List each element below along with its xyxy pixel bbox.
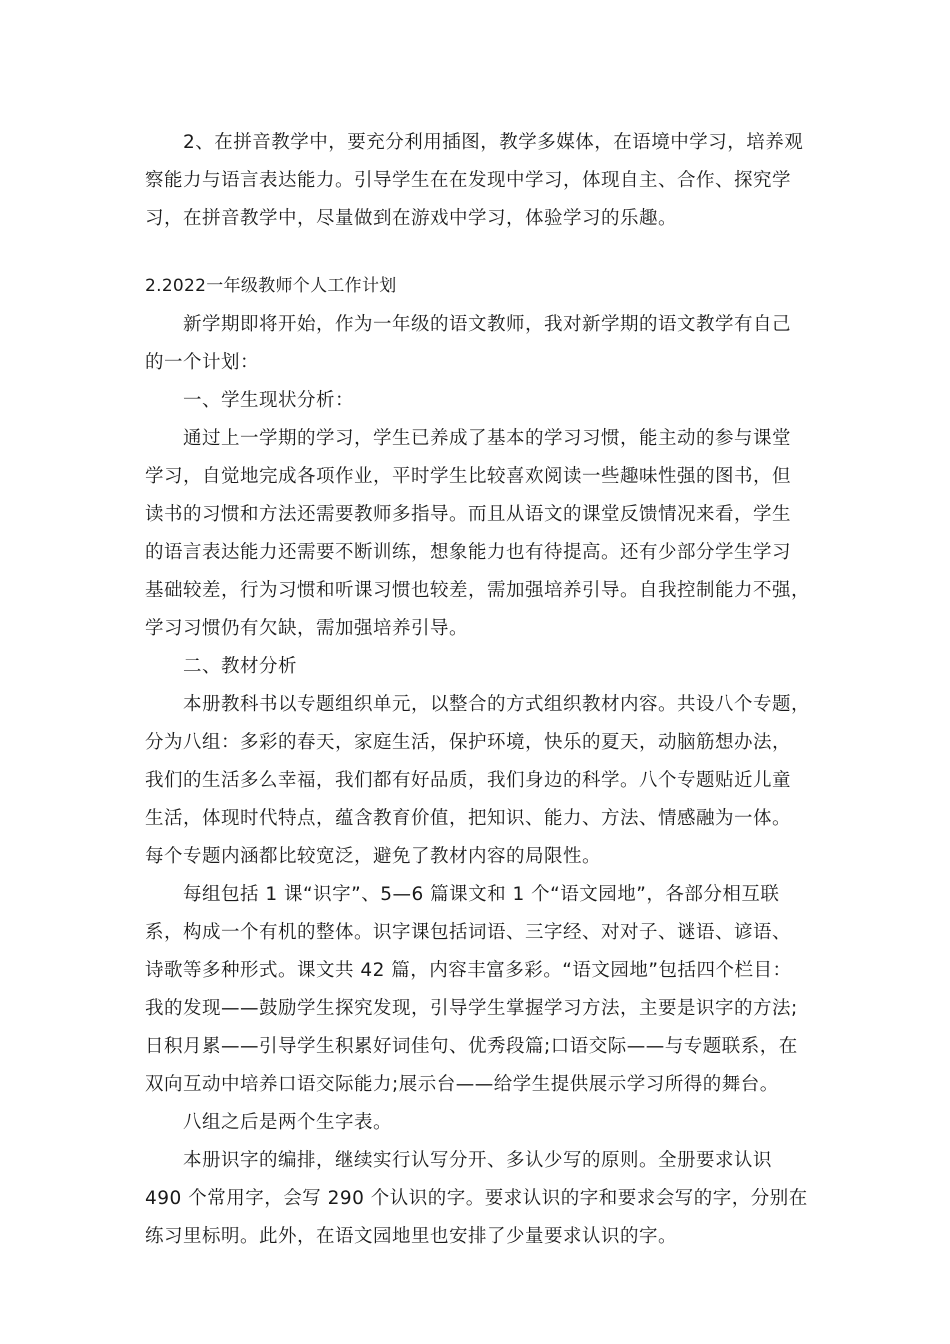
text-line: 490 个常用字，会写 290 个认识的字。要求认识的字和要求会写的字，分别在 — [145, 1188, 808, 1209]
text-line: 日积月累——引导学生积累好词佳句、优秀段篇;口语交际——与专题联系，在 — [145, 1036, 798, 1057]
text-line: 我的发现——鼓励学生探究发现，引导学生掌握学习方法，主要是识字的方法; — [145, 998, 798, 1019]
paragraph-group-structure — [145, 876, 810, 1104]
text-line: 练习里标明。此外，在语文园地里也安排了少量要求认识的字。 — [145, 1226, 678, 1247]
text-line: 我们的生活多么幸福，我们都有好品质，我们身边的科学。八个专题贴近儿童 — [145, 770, 792, 791]
text-line: 分为八组：多彩的春天，家庭生活，保护环境，快乐的夏天，动脑筋想办法， — [145, 732, 792, 753]
text-line: 诗歌等多种形式。课文共 42 篇，内容丰富多彩。“语文园地”包括四个栏目： — [145, 960, 792, 981]
text-line: 系，构成一个有机的整体。识字课包括词语、三字经、对对子、谜语、谚语、 — [145, 922, 792, 943]
text-line: 2、在拼音教学中，要充分利用插图，教学多媒体，在语境中学习，培养观 — [183, 132, 804, 153]
paragraph-student-analysis — [145, 420, 810, 648]
text-line: 新学期即将开始，作为一年级的语文教师，我对新学期的语文教学有自己 — [183, 314, 792, 335]
text-line: 学习习惯仍有欠缺，需加强培养引导。 — [145, 618, 469, 639]
text-line: 生活，体现时代特点，蕴含教育价值，把知识、能力、方法、情感融为一体。 — [145, 808, 792, 829]
text-line: 每组包括 1 课“识字”、5—6 篇课文和 1 个“语文园地”，各部分相互联 — [183, 884, 780, 905]
text-line: 本册教科书以专题组织单元，以整合的方式组织教材内容。共设八个专题， — [183, 694, 811, 715]
text-line: 的语言表达能力还需要不断训练，想象能力也有待提高。还有少部分学生学习 — [145, 542, 792, 563]
text-line: 每个专题内涵都比较宽泛，避免了教材内容的局限性。 — [145, 846, 602, 867]
paragraph-pinyin-teaching — [145, 124, 810, 238]
paragraph-intro — [145, 306, 810, 382]
text-line: 的一个计划： — [145, 352, 260, 373]
paragraph-literacy-principle — [145, 1142, 810, 1256]
text-line: 基础较差，行为习惯和听课习惯也较差，需加强培养引导。自我控制能力不强， — [145, 580, 811, 601]
text-line: 读书的习惯和方法还需要教师多指导。而且从语文的课堂反馈情况来看，学生 — [145, 504, 792, 525]
subheading-textbook-analysis: 二、教材分析 — [183, 656, 298, 677]
text-line: 习，在拼音教学中，尽量做到在游戏中学习，体验学习的乐趣。 — [145, 208, 678, 229]
paragraph-character-tables: 八组之后是两个生字表。 — [183, 1112, 393, 1133]
text-line: 本册识字的编排，继续实行认写分开、多认少写的原则。全册要求认识 — [183, 1150, 773, 1171]
paragraph-textbook-topics — [145, 686, 810, 876]
section-heading: 2.2022一年级教师个人工作计划 — [145, 276, 397, 296]
text-line: 察能力与语言表达能力。引导学生在在发现中学习，体现自主、合作、探究学 — [145, 170, 792, 191]
text-line: 双向互动中培养口语交际能力;展示台——给学生提供展示学习所得的舞台。 — [145, 1074, 779, 1095]
text-line: 通过上一学期的学习，学生已养成了基本的学习习惯，能主动的参与课堂 — [183, 428, 792, 449]
text-line: 学习，自觉地完成各项作业，平时学生比较喜欢阅读一些趣味性强的图书，但 — [145, 466, 792, 487]
subheading-student-analysis: 一、学生现状分析： — [183, 390, 355, 411]
